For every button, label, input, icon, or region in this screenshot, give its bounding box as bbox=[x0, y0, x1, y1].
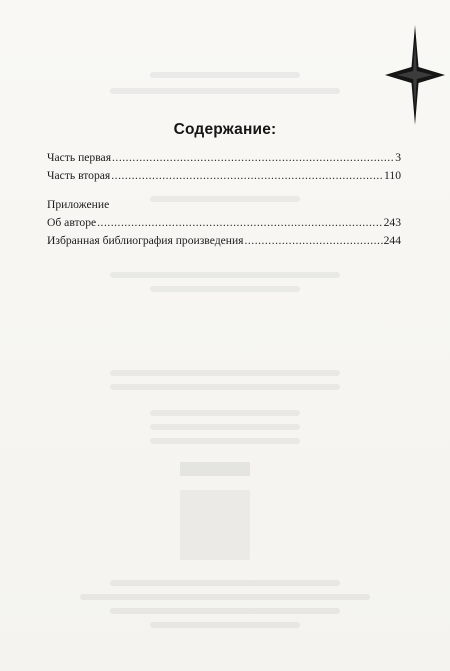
toc-entry-label: Часть первая bbox=[47, 151, 112, 164]
toc-entry-page: 110 bbox=[384, 169, 401, 182]
toc-entry bbox=[47, 214, 401, 232]
show-through-block bbox=[180, 462, 250, 476]
toc-entry-page: 243 bbox=[383, 216, 401, 229]
toc-entry-label: Об авторе bbox=[47, 216, 97, 229]
show-through-line bbox=[150, 424, 300, 430]
appendix-heading: Приложение bbox=[47, 198, 110, 211]
show-through-line bbox=[150, 72, 300, 78]
toc-leader-dots bbox=[245, 232, 383, 250]
toc-entry-page: 3 bbox=[395, 151, 401, 164]
toc-appendix bbox=[47, 196, 401, 250]
show-through-line bbox=[110, 608, 340, 614]
toc-parts bbox=[47, 149, 401, 185]
show-through-line bbox=[110, 370, 340, 376]
page-title: Содержание: bbox=[173, 121, 277, 138]
toc-entry bbox=[47, 149, 401, 167]
show-through-line bbox=[110, 272, 340, 278]
show-through-line bbox=[80, 594, 370, 600]
show-through-line bbox=[150, 410, 300, 416]
toc-entry bbox=[47, 232, 401, 250]
star-ornament-icon bbox=[385, 25, 445, 125]
show-through-block bbox=[180, 490, 250, 560]
show-through-line bbox=[110, 580, 340, 586]
toc-leader-dots bbox=[111, 167, 383, 185]
show-through-line bbox=[110, 88, 340, 94]
toc-entry-label: Часть вторая bbox=[47, 169, 111, 182]
show-through-line bbox=[150, 286, 300, 292]
toc-entry-page: 244 bbox=[383, 234, 401, 247]
show-through-line bbox=[110, 384, 340, 390]
toc-leader-dots bbox=[97, 214, 382, 232]
toc-entry-label: Избранная библиография произведения bbox=[47, 234, 244, 247]
show-through-line bbox=[150, 622, 300, 628]
toc-entry bbox=[47, 167, 401, 185]
toc-leader-dots bbox=[112, 149, 394, 167]
show-through-line bbox=[150, 438, 300, 444]
